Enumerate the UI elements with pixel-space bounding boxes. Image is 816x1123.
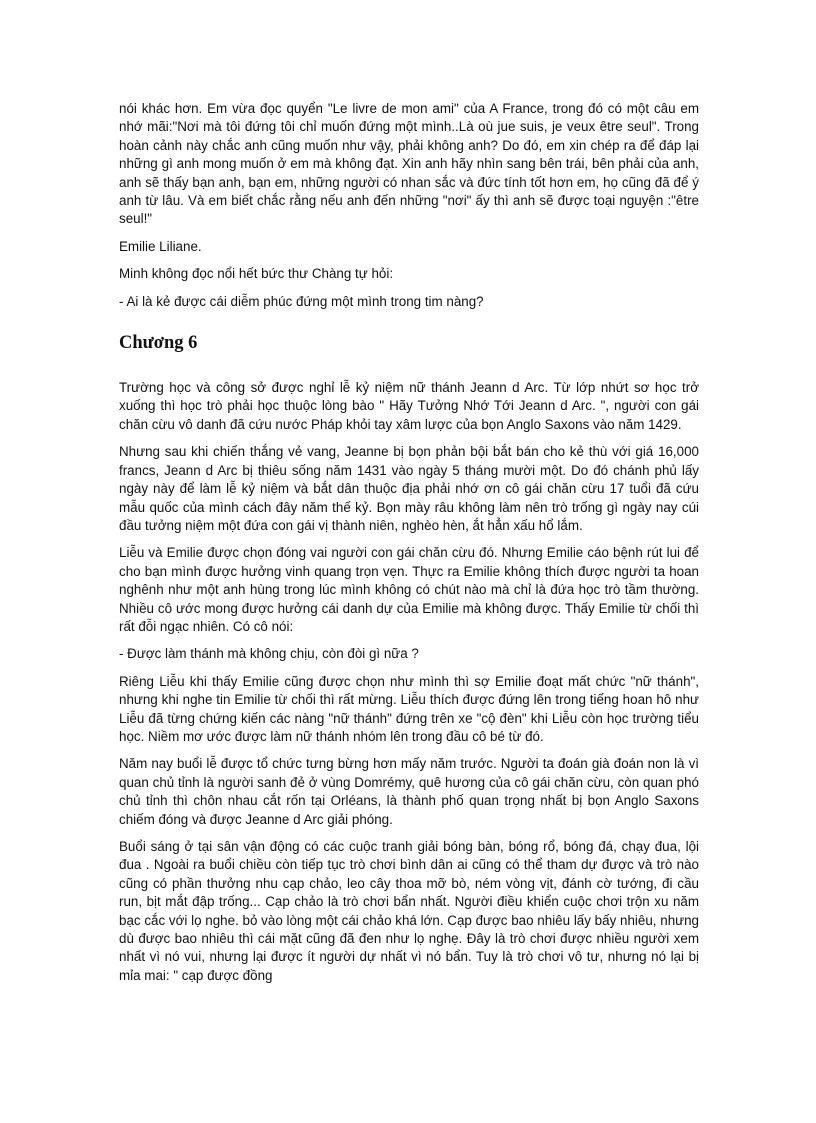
body-paragraph: Năm nay buổi lễ được tổ chức tưng bừng hơn mấy năm trước. Người ta đoán già đoán non là vì quan chủ tỉnh là người sanh đẻ ở vùng Domrémy, quê hương của cô gái chăn cừu, còn quan phó chủ tỉnh thì chôn nhau cắt rốn tại Orléans, là thành phố quan trọng nhất bị bọn Anglo Saxons chiếm đóng và được Jeanne d Arc giải phóng.: [119, 756, 699, 827]
letter-paragraph: nói khác hơn. Em vừa đọc quyển "Le livre de mon ami" của A France, trong đó có một câu em nhớ mãi:"Nơi mà tôi đứng tôi chỉ muốn đứng một mình..Là où jue suis, je veux être seul". Trong hoàn cảnh này chắc anh cũng muốn như vậy, phải không anh? Do đó, em xin chép ra để đáp lại những gì anh mong muốn ở em mà không đạt. Xin anh hãy nhìn sang bên trái, bên phải của anh, anh sẽ thấy bạn anh, bạn em, những người có nhan sắc và đức tính tốt hơn em, họ cũng đã để ý anh từ lâu. Và em biết chắc rằng nếu anh đến những "nơi" ấy thì anh sẽ được toại nguyện :"être seul!": [119, 101, 699, 227]
body-paragraph: Riêng Liễu khi thấy Emilie cũng được chọn như mình thì sợ Emilie đoạt mất chức "nữ thánh", nhưng khi nghe tin Emilie từ chối thì rất mừng. Liễu thích được đứng lên trong tiếng hoan hô như Liễu đã từng chứng kiến các nàng "nữ thánh" đứng trên xe "cộ đèn" khi Liễu còn học trường tiểu học. Niềm mơ ước được làm nữ thánh nhóm lên trong đầu cô bé từ đó.: [119, 673, 699, 744]
body-paragraph: Trường học và công sở được nghỉ lễ kỷ niệm nữ thánh Jeann d Arc. Từ lớp nhứt sơ học trở xuống thì học trò phải học thuộc lòng bào " Hãy Tưởng Nhớ Tới Jeann d Arc. ", người con gái chăn cừu vô danh đã cứu nước Pháp khỏi tay xâm lược của bọn Anglo Saxons vào năm 1429.: [119, 380, 699, 432]
narration-line: Minh không đọc nổi hết bức thư Chàng tự hỏi:: [119, 266, 394, 282]
body-paragraph: Liễu và Emilie được chọn đóng vai người con gái chăn cừu đó. Nhưng Emilie cáo bệnh rút lui để cho bạn mình được hưởng vinh quang trọn vẹn. Thực ra Emilie không thích được người ta hoan nghênh như một anh hùng trong lúc mình không có chút nào mà chỉ là đứa học trò tầm thường. Nhiều cô ước mong được hưởng cái danh dự của Emilie mà không được. Thấy Emilie từ chối thì rất đỗi ngạc nhiên. Có cô nói:: [119, 545, 699, 634]
body-paragraph: Buổi sáng ở tại sân vận động có các cuộc tranh giải bóng bàn, bóng rổ, bóng đá, chạy đua, lội đua . Ngoài ra buổi chiều còn tiếp tục trò chơi bình dân ai cũng có thể tham dự được và trò nào cũng có phần thưởng nhu cạp chảo, leo cây thoa mỡ bò, ném vòng vịt, đánh cờ tướng, đi cầu run, bịt mắt đập trống... Cạp chảo là trò chơi bẩn nhất. Người điều khiển cuộc chơi trộn xu năm bạc cắc với lọ nghe. bỏ vào lòng một cái chảo khá lớn. Cạp được bao nhiêu lấy bấy nhiêu, nhưng dù được bao nhiêu thì cái mặt cũng đã đen như lọ nghẹ. Đây là trò chơi được nhiều người xem nhất vì nó vui, nhưng lại được ít người dự nhất vì nó bẩn. Tuy là trò chơi vô tư, nhưng nó lại bị mỉa mai: " cạp được đồng: [119, 839, 699, 983]
letter-signature: Emilie Liliane.: [119, 238, 202, 254]
chapter-title: Chương 6: [119, 333, 198, 354]
dialogue-line: - Được làm thánh mà không chịu, còn đòi gì nữa ?: [119, 646, 419, 662]
body-paragraph: Nhưng sau khi chiến thắng vẻ vang, Jeanne bị bọn phản bội bắt bán cho kẻ thù với giá 16,000 francs, Jeann d Arc bị thiêu sống năm 1431 vào ngày 5 tháng mười một. Do đó chánh phủ lấy ngày này để làm lễ kỷ niệm và bắt dân thuộc địa phải nhớ ơn cô gái chăn cừu 17 tuổi đã cứu mẫu quốc của mình cách đây năm thế kỷ. Bọn mày râu không làm nên trò trống gì ngày nay cúi đầu tưởng niệm một đứa con gái vị thành niên, nghèo hèn, ắt hẳn xấu hổ lắm.: [119, 444, 699, 533]
dialogue-line: - Ai là kẻ được cái diễm phúc đứng một mình trong tim nàng?: [119, 293, 484, 309]
document-page: [119, 100, 699, 994]
